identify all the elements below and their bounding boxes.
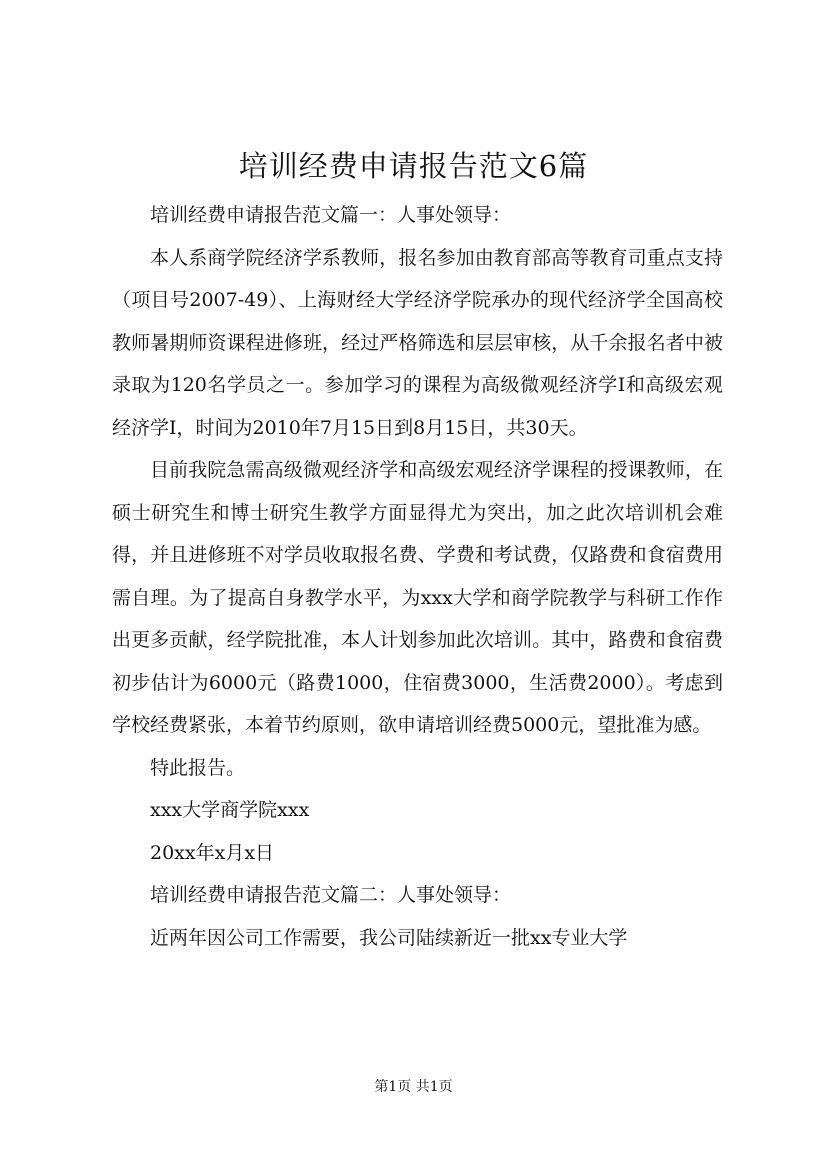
page-footer: 第1页 共1页 bbox=[374, 1079, 453, 1095]
document-body bbox=[112, 194, 723, 959]
paragraph-closing: 特此报告。 bbox=[150, 756, 246, 779]
paragraph-heading-2: 培训经费申请报告范文篇二：人事处领导： bbox=[150, 884, 512, 906]
paragraph-2: 目前我院急需高级微观经济学和高级宏观经济学课程的授课教师，在硕士研究生和博士研究生教学方面显得尤为突出，加之此次培训机会难得，并且进修班不对学员收取报名费、学费和考试费，仅路费和食宿费用需自理。为了提高自身教学水平，为xxx大学和商学院教学与科研工作作出更多贡献，经学院批准，本人计划参加此次培训。其中，路费和食宿费初步估计为6000元（路费1000，住宿费3000，生活费2000）。考虑到学校经费紧张，本着节约原则，欲申请培训经费5000元，望批准为感。 bbox=[112, 459, 723, 736]
date-line: 20xx年x月x日 bbox=[150, 841, 275, 864]
paragraph-heading-1: 培训经费申请报告范文篇一：人事处领导： bbox=[150, 204, 512, 226]
paragraph-3: 近两年因公司工作需要，我公司陆续新近一批xx专业大学 bbox=[150, 926, 628, 949]
paragraph-1: 本人系商学院经济学系教师，报名参加由教育部高等教育司重点支持（项目号2007-49）、上海财经大学经济学院承办的现代经济学全国高校教师暑期师资课程进修班，经过严格筛选和层层审核，从千余报名者中被录取为120名学员之一。参加学习的课程为高级微观经济学Ⅰ和高级宏观经济学Ⅰ，时间为2010年7月15日到8月15日，共30天。 bbox=[112, 246, 723, 439]
signature: xxx大学商学院xxx bbox=[150, 799, 310, 821]
document-title: 培训经费申请报告范文6篇 bbox=[238, 149, 589, 183]
